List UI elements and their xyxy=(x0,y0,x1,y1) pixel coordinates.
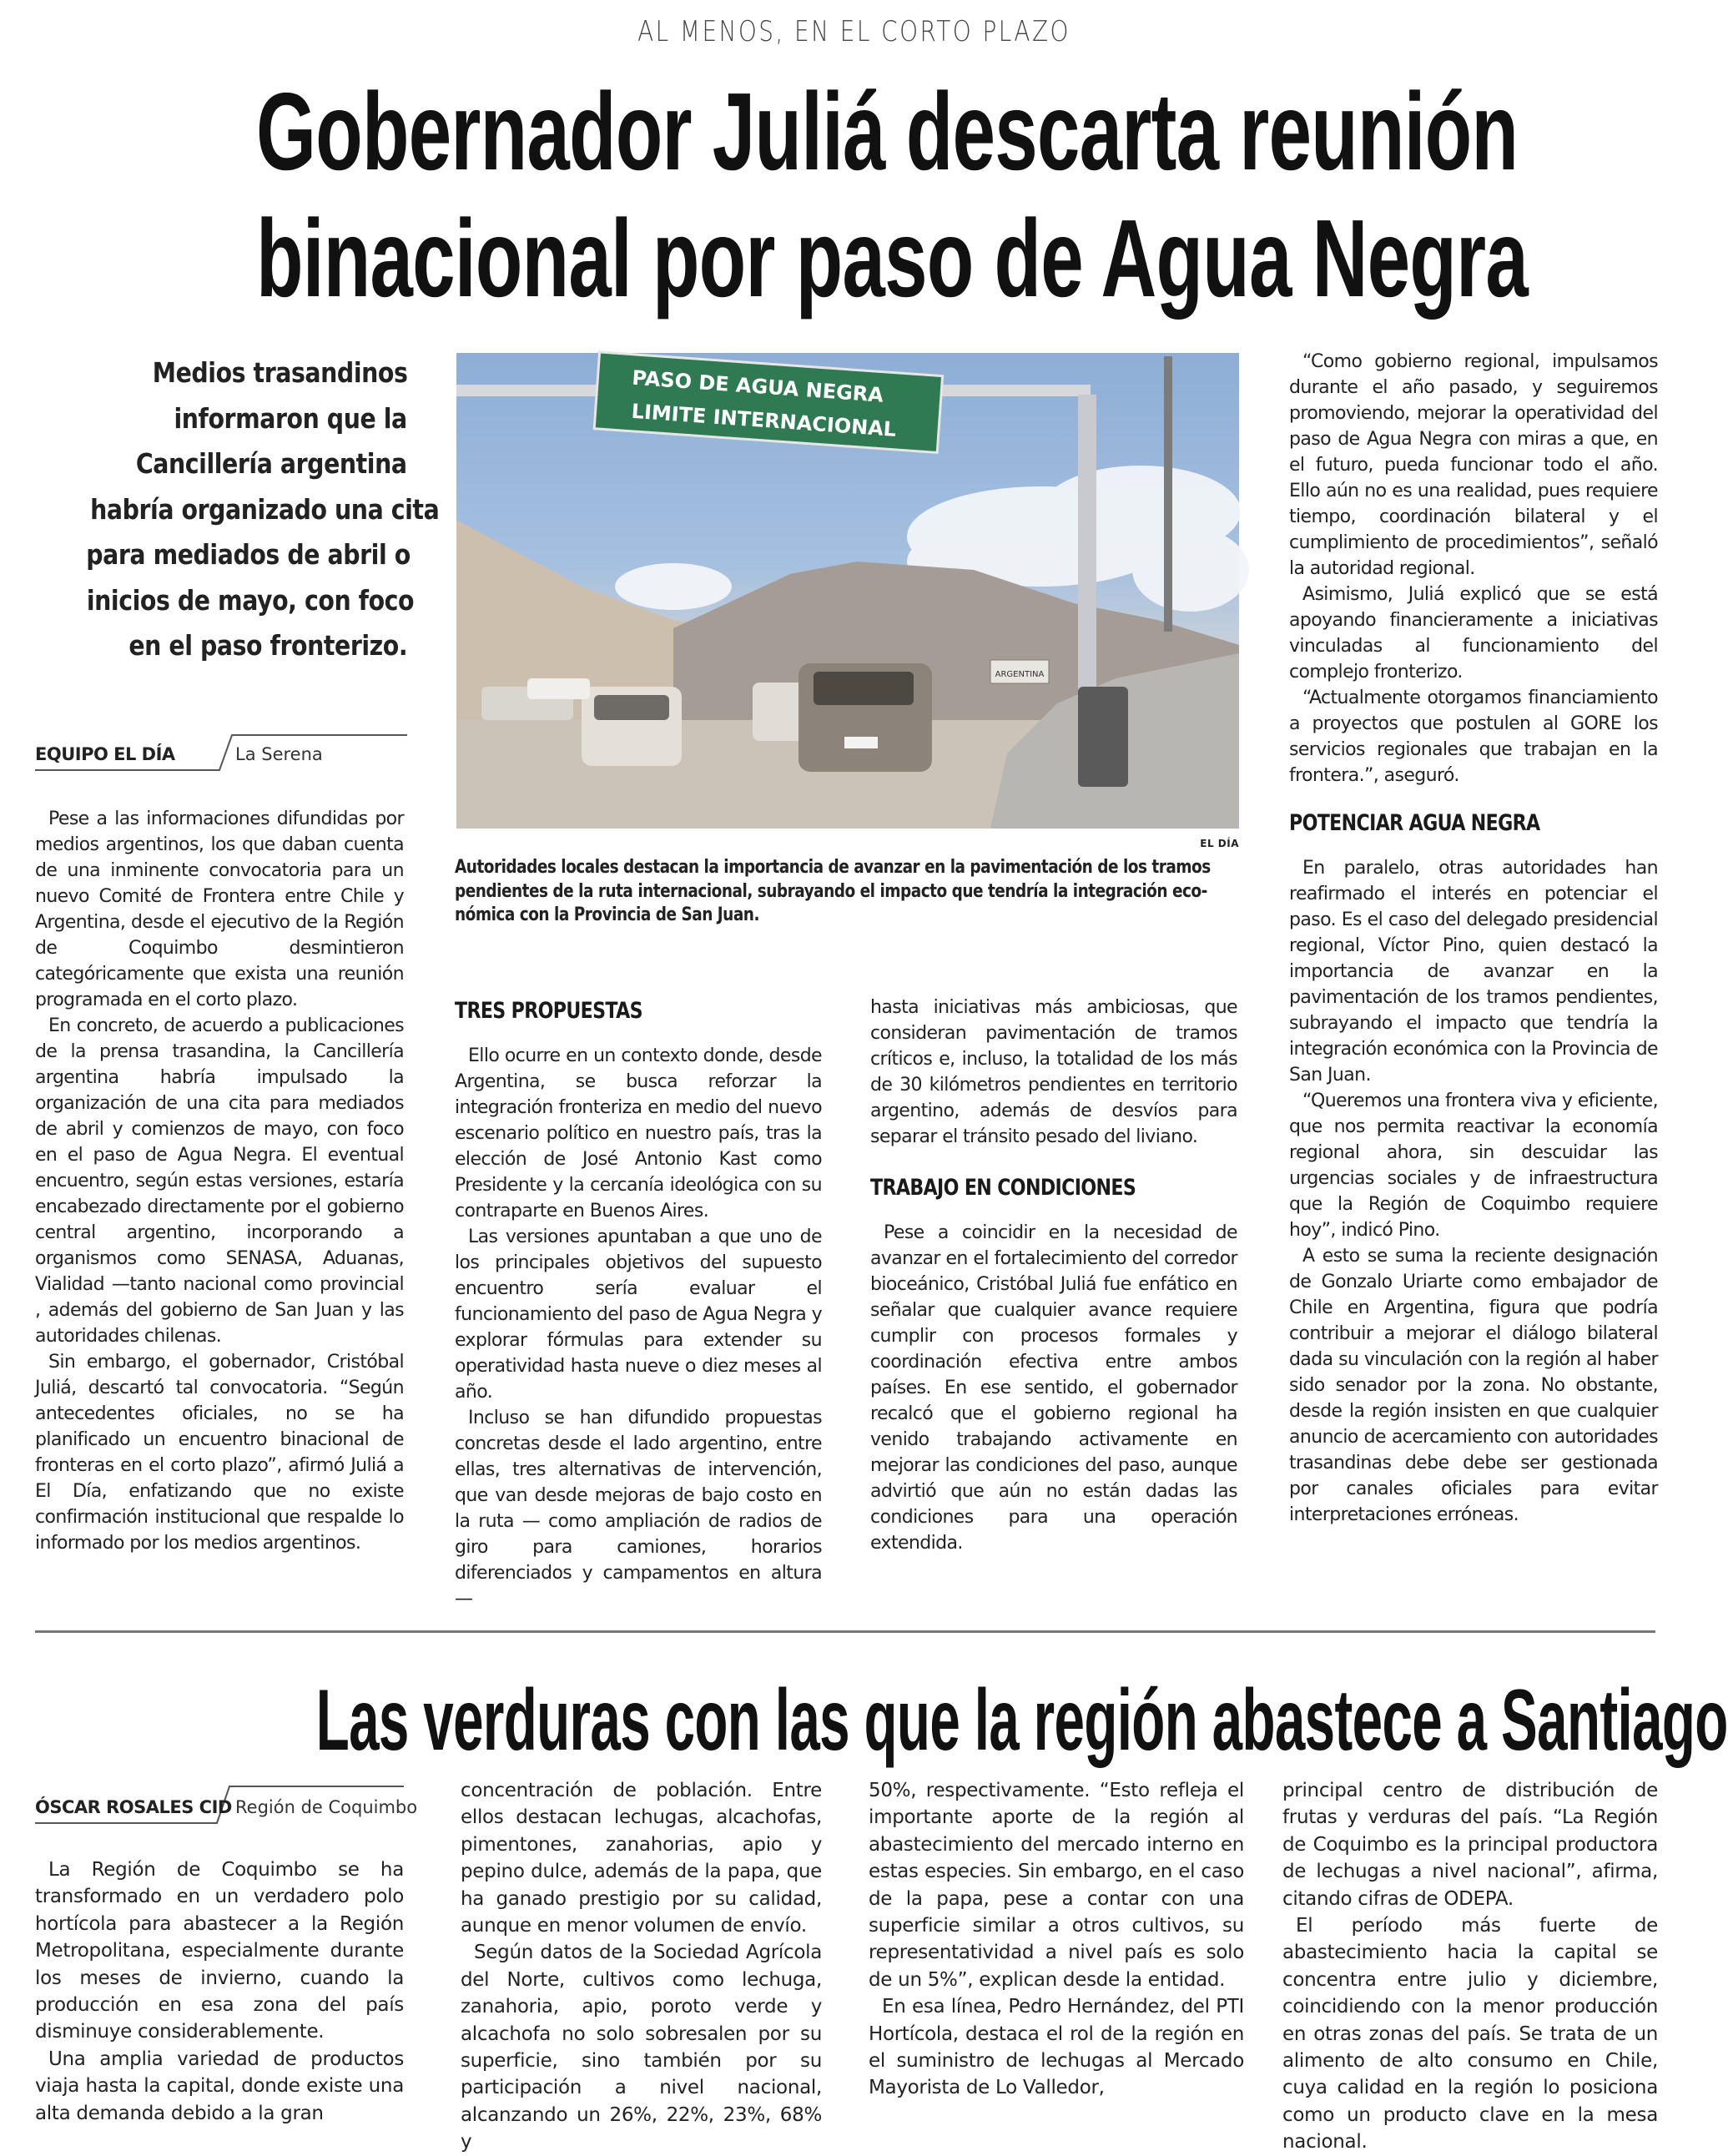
paragraph: concentración de población. Entre ellos destacan lechugas, alcachofas, pimentones, zanahorias, apio y pepino dulce, además de la papa, que ha ganado prestigio por su calidad, aunque en menor volumen de envío. xyxy=(461,1780,822,1937)
photo-credit: EL DÍA xyxy=(1200,838,1239,849)
paragraph: Las versiones apuntaban a que uno de los principales objetivos del supuesto encuentro sería evaluar el funcionamiento del paso de Agua Negra y explorar fórmulas para extender su operatividad hasta nueve o diez meses al año. xyxy=(455,1227,822,1403)
byline xyxy=(35,731,407,773)
paragraph: Pese a coincidir en la necesidad de avanzar en el fortalecimiento del corredor bioceánico, Cristóbal Juliá fue enfático en señalar que cualquier avance requiere cumplir con procesos formales y coordinación efectiva entre ambos países. En ese sentido, el gobernador recalcó que el gobierno regional ha venido trabajando activamente en mejorar las condiciones del paso, aunque advirtió que aún no están dadas las condiciones para una operación extendida. xyxy=(870,1222,1237,1554)
sign-line-2: LIMITE INTERNACIONAL xyxy=(630,399,897,441)
byline xyxy=(35,1784,418,1826)
article-headline-line-2: binacional por paso de Agua Negra xyxy=(256,197,1529,320)
deck-line: Medios trasandinos xyxy=(152,356,407,389)
paragraph: La Región de Coquimbo se ha transformado en un verdadero polo hortícola para abastecer a la Región Metropolitana, especialmente durante los meses de invierno, cuando la producción en esa zona del país disminuye considerablemente. xyxy=(35,1859,404,2043)
paragraph: “Como gobierno regional, impulsamos durante el año pasado, y seguiremos promoviendo, mejorar la operatividad del paso de Agua Negra con miras a que, en el futuro, pueda funcionar todo el año. Ello aún no es una realidad, pues requiere tiempo, coordinación bilateral y el cumplimiento de procedimientos”, señaló la autoridad regional. xyxy=(1289,351,1658,579)
paragraph: En concreto, de acuerdo a publicaciones de la prensa trasandina, la Cancillería argentina habría impulsado la organización de una cita para mediados de abril y comienzos de mayo, con foco en el paso de Agua Negra. El eventual encuentro, según estas versiones, estaría encabezado directamente por el gobierno central argentino, incorporando a organismos como SENASA, Aduanas, Vialidad —tanto nacional como provincial , además del gobierno de San Juan y las autoridades chilenas. xyxy=(35,1015,404,1347)
paragraph: Asimismo, Juliá explicó que se está apoyando financieramente a iniciativas vinculadas al funcionamiento del complejo fronterizo. xyxy=(1289,584,1658,683)
article-2-column-2 xyxy=(461,1777,822,2156)
photo-illustration xyxy=(456,353,1239,829)
paragraph: “Actualmente otorgamos financiamiento a proyectos que postulen al GORE los servicios regionales que trabajan en la frontera.”, aseguró. xyxy=(1289,688,1658,786)
paragraph: En paralelo, otras autoridades han reafirmado el interés en potenciar el paso. Es el caso del delegado presidencial regional, Víctor Pino, quien destacó la importancia de avanzar en la pavimentación de los tramos pendientes, subrayando el impacto que tendría la integración económica con la Provincia de San Juan. xyxy=(1289,858,1658,1086)
byline-place: Región de Coquimbo xyxy=(235,1797,418,1817)
article-column-2 xyxy=(455,998,822,1612)
paragraph: Según datos de la Sociedad Agrícola del Norte, cultivos como lechuga, zanahoria, apio, poroto verde y alcachofa no solo sobresalen por su superficie, sino también por su participación a nivel nacional, alcanzando un 26%, 22%, 23%, 68% y xyxy=(461,1942,822,2153)
paragraph: Pese a las informaciones difundidas por medios argentinos, los que daban cuenta de una inminente convocatoria para un nuevo Comité de Frontera entre Chile y Argentina, desde el ejecutivo de la Región de Coquimbo desmintieron categóricamente que exista una reunión programada en el corto plazo. xyxy=(35,808,404,1010)
paragraph: El período más fuerte de abastecimiento hacia la capital se concentra entre julio y diciembre, coincidiendo con la menor producción en otras zonas del país. Se trata de un alimento de alto consumo en Chile, cuya calidad en la región lo posiciona como un producto clave en la mesa nacional. xyxy=(1282,1915,1658,2153)
deck-line: para mediados de abril o xyxy=(86,538,411,571)
deck-line: informaron que la xyxy=(174,401,407,435)
article-2-headline: Las verduras con las que la región abastece a Santiago xyxy=(315,1672,1728,1769)
article-column-1 xyxy=(35,806,404,1556)
caption-line: pendientes de la ruta internacional, subrayando el impacto que tendría la integración eco- xyxy=(455,880,1207,902)
paragraph: A esto se suma la reciente designación de Gonzalo Uriarte como embajador de Chile en Argentina, figura que podría contribuir a mejorar el diálogo bilateral dada su vinculación con la región al haber sido senador por la zona. No obstante, desde la región insisten en que cualquier anuncio de acercamiento con autoridades trasandinas debe debe ser gestionada por canales oficiales para evitar interpretaciones erróneas. xyxy=(1289,1246,1658,1525)
paragraph: En esa línea, Pedro Hernández, del PTI Hortícola, destaca el rol de la región en el suministro de lechugas al Mercado Mayorista de Lo Valledor, xyxy=(869,1996,1244,2099)
byline-author: EQUIPO EL DÍA xyxy=(35,744,175,764)
deck-line: Cancillería argentina xyxy=(136,447,407,480)
article-column-4 xyxy=(1289,349,1658,1528)
paragraph: 50%, respectivamente. “Esto refleja el importante aporte de la región al abastecimiento del mercado interno en estas especies. Sin embargo, en el caso de la papa, pese a contar con una superficie similar a otros cultivos, su representatividad a nivel país es solo de un 5%”, explican desde la entidad. xyxy=(869,1780,1244,1991)
byline-author: ÓSCAR ROSALES CID xyxy=(35,1797,232,1817)
deck-line: inicios de mayo, con foco xyxy=(86,583,415,617)
article-deck xyxy=(33,350,440,669)
roadside-sign-text: ARGENTINA xyxy=(995,670,1045,679)
article-2-column-1 xyxy=(35,1856,404,2127)
article-2-column-4 xyxy=(1282,1777,1658,2156)
article-2-column-3 xyxy=(869,1777,1244,2102)
photo-caption xyxy=(455,856,1241,928)
subhead-potenciar-agua-negra: POTENCIAR AGUA NEGRA xyxy=(1289,810,1540,836)
paragraph: principal centro de distribución de frutas y verduras del país. “La Región de Coquimbo es la principal productora de lechugas a nivel nacional”, afirma, citando cifras de ODEPA. xyxy=(1282,1780,1658,1910)
paragraph: Sin embargo, el gobernador, Cristóbal Juliá, descartó tal convocatoria. “Según antecedentes oficiales, no se ha planificado un encuentro binacional de fronteras en el corto plazo”, afirmó Juliá a El Día, enfatizando que no existe confirmación institucional que respalde lo informado por los medios argentinos. xyxy=(35,1352,404,1554)
flag-pole xyxy=(1164,356,1172,632)
subhead-trabajo-en-condiciones: TRABAJO EN CONDICIONES xyxy=(870,1175,1136,1201)
deck-line: habría organizado una cita xyxy=(90,492,440,526)
subhead-tres-propuestas: TRES PROPUESTAS xyxy=(455,998,642,1024)
caption-line: nómica con la Provincia de San Juan. xyxy=(455,904,759,925)
article-headline-line-1: Gobernador Juliá descarta reunión xyxy=(256,70,1519,193)
article-divider xyxy=(35,1630,1655,1633)
paragraph: “Queremos una frontera viva y eficiente, que nos permita reactivar la economía regional ahora, sin descuidar las urgencias sociales y de infraestructura que la Región de Coquimbo requiere hoy”, indicó Pino. xyxy=(1289,1091,1658,1241)
paragraph: hasta iniciativas más ambiciosas, que consideran pavimentación de tramos críticos e, incluso, la totalidad de los más de 30 kilómetros pendientes en territorio argentino, además de desvíos para separar el tránsito pesado del liviano. xyxy=(870,997,1237,1147)
article-kicker: AL MENOS, EN EL CORTO PLAZO xyxy=(637,15,1071,48)
caption-line: Autoridades locales destacan la importancia de avanzar en la pavimentación de los tramos xyxy=(455,857,1211,878)
byline-place: La Serena xyxy=(235,744,323,764)
article-column-3 xyxy=(870,995,1237,1556)
sign-line-1: PASO DE AGUA NEGRA xyxy=(631,365,884,407)
paragraph: Incluso se han difundido propuestas concretas desde el lado argentino, entre ellas, tres alternativas de intervención, que van desde mejoras de bajo costo en la ruta — como ampliación de radios de giro para camiones, horarios diferenciados y campamentos en altura — xyxy=(455,1408,822,1609)
border-sign xyxy=(594,352,942,453)
paragraph: Una amplia variedad de productos viaja hasta la capital, donde existe una alta demanda debido a la gran xyxy=(35,2048,404,2124)
paragraph: Ello ocurre en un contexto donde, desde Argentina, se busca reforzar la integración fronteriza en medio del nuevo escenario político en nuestro país, tras la elección de José Antonio Kast como Presidente y la cercanía ideológica con su contraparte en Buenos Aires. xyxy=(455,1045,822,1222)
deck-line: en el paso fronterizo. xyxy=(128,629,407,662)
article-photo xyxy=(456,353,1239,829)
